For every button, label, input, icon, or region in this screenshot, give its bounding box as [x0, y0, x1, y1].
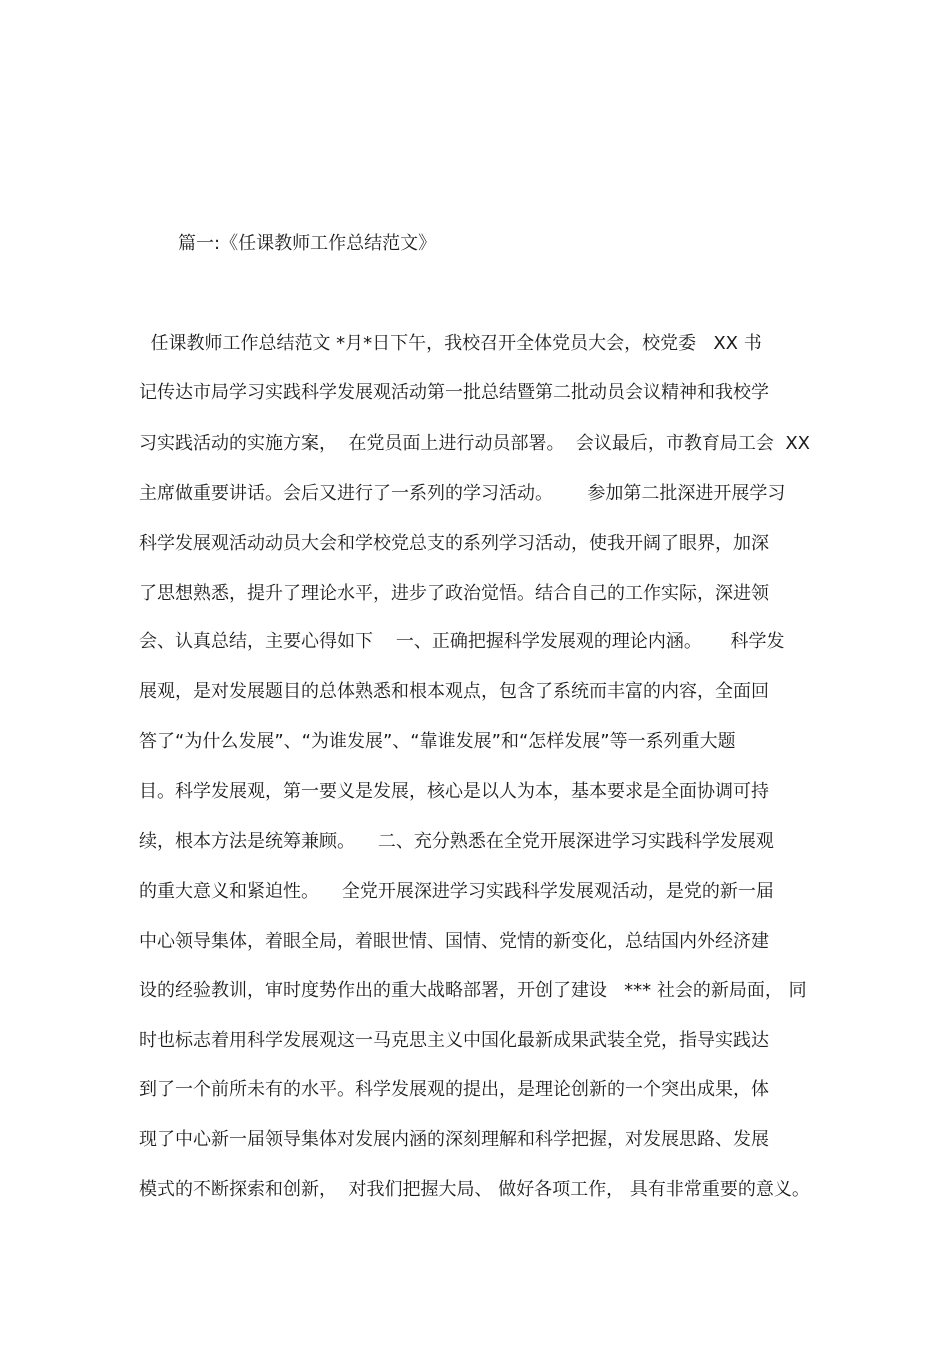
- paragraph-line: 习实践活动的实施方案， 在党员面上进行动员部署。 会议最后，市教育局工会 XX: [139, 433, 810, 454]
- paragraph-line: 模式的不断探索和创新， 对我们把握大局、 做好各项工作， 具有非常重要的意义。: [139, 1179, 810, 1200]
- paragraph-line: 答了“为什么发展”、“为谁发展”、“靠谁发展”和“怎样发展”等一系列重大题: [139, 731, 736, 752]
- paragraph-line: 会、认真总结，主要心得如下 一、正确把握科学发展观的理论内涵。 科学发: [139, 631, 785, 652]
- paragraph-line: 记传达市局学习实践科学发展观活动第一批总结暨第二批动员会议精神和我校学: [139, 382, 769, 403]
- paragraph-line: 科学发展观活动动员大会和学校党总支的系列学习活动，使我开阔了眼界，加深: [139, 533, 769, 554]
- paragraph-line: 主席做重要讲话。会后又进行了一系列的学习活动。 参加第二批深进开展学习: [139, 483, 786, 504]
- paragraph-line: 中心领导集体，着眼全局，着眼世情、国情、党情的新变化，总结国内外经济建: [139, 931, 769, 952]
- paragraph-line: 展观，是对发展题目的总体熟悉和根本观点，包含了系统而丰富的内容，全面回: [139, 681, 769, 702]
- paragraph-line: 续，根本方法是统筹兼顾。 二、充分熟悉在全党开展深进学习实践科学发展观: [139, 831, 774, 852]
- paragraph-line: 设的经验教训，审时度势作出的重大战略部署，开创了建设 *** 社会的新局面， 同: [139, 980, 807, 1001]
- paragraph-line: 时也标志着用科学发展观这一马克思主义中国化最新成果武装全党，指导实践达: [139, 1030, 769, 1051]
- paragraph-line: 到了一个前所未有的水平。科学发展观的提出，是理论创新的一个突出成果，体: [139, 1079, 769, 1100]
- paragraph-line: 任课教师工作总结范文 *月*日下午，我校召开全体党员大会，校党委 XX 书: [139, 333, 762, 354]
- paragraph-line: 目。科学发展观，第一要义是发展，核心是以人为本，基本要求是全面协调可持: [139, 781, 769, 802]
- paragraph-line: 的重大意义和紧迫性。 全党开展深进学习实践科学发展观活动，是党的新一届: [139, 881, 774, 902]
- paragraph-line: 了思想熟悉，提升了理论水平，进步了政治觉悟。结合自己的工作实际，深进领: [139, 583, 769, 604]
- paragraph-line: 现了中心新一届领导集体对发展内涵的深刻理解和科学把握，对发展思路、发展: [139, 1129, 769, 1150]
- document-heading: 篇一:《任课教师工作总结范文》: [178, 233, 437, 254]
